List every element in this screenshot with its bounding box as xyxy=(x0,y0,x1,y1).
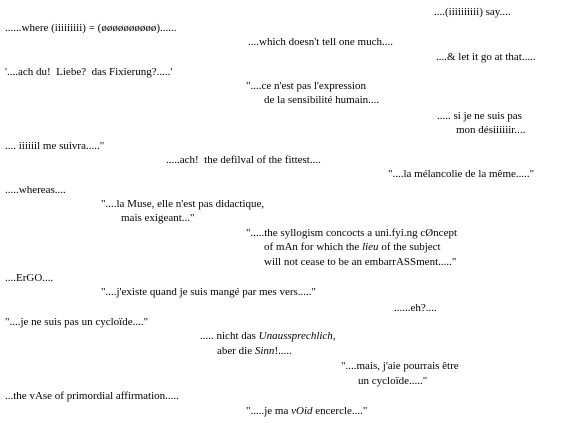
poem-line: mon désiiiiiir.... xyxy=(456,124,526,136)
poem-line: .....whereas.... xyxy=(5,184,66,196)
poem-line: ..... si je ne suis pas xyxy=(437,110,522,122)
poem-line: ....which doesn't tell one much.... xyxy=(248,36,393,48)
poem-line: ".....je ma vOid encercle...." xyxy=(246,405,368,417)
poem-line: "....mais, j'aie pourrais être xyxy=(341,360,459,372)
poem-line: "....j'existe quand je suis mangé par mes vers....." xyxy=(101,286,317,298)
poem-emphasis: Unaussprechlich xyxy=(258,330,333,342)
poem-line: ...the vAse of primordial affirmation..... xyxy=(5,390,179,402)
poem-line: .... iiiiiil me suivra....." xyxy=(5,140,105,152)
poem-line: "....la mélancolie de la même....." xyxy=(388,168,535,180)
poem-line: "....je ne suis pas un cycloïde...." xyxy=(5,316,149,328)
poem-emphasis: vOid xyxy=(291,405,313,417)
poem-line: ....& let it go at that..... xyxy=(436,51,536,63)
poem-line: ......where (iiiiiiiii) = (øøøøøøøøøø)...... xyxy=(5,22,177,34)
poem-line: "....la Muse, elle n'est pas didactique, xyxy=(101,198,265,210)
poem-line: ......eh?.... xyxy=(394,302,437,314)
poem-line: will not cease to be an embarrASSment....." xyxy=(264,256,457,268)
poem-line: ....(iiiiiiiiii) say.... xyxy=(434,6,511,18)
poem-line: aber die Sinn!..... xyxy=(217,345,292,357)
poem-line: un cycloïde....." xyxy=(358,375,428,387)
poem-line: mais exigeant..." xyxy=(121,212,195,224)
poem-emphasis: Sinn xyxy=(254,345,275,357)
poem-emphasis: lieu xyxy=(362,241,379,253)
poem-line: "....ce n'est pas l'expression xyxy=(246,80,366,92)
poem-line: '....ach du! Liebe? das Fixierung?.....' xyxy=(5,66,173,78)
poem-line: ....ErGO.... xyxy=(5,272,54,284)
poem-line: de la sensibilité humain.... xyxy=(264,94,380,106)
poem-line: .....ach! the defilval of the fittest.... xyxy=(166,154,321,166)
poem-line: ..... nicht das Unaussprechlich, xyxy=(200,330,336,342)
poem-line: of mAn for which the lieu of the subject xyxy=(264,241,441,253)
poem-line: ".....the syllogism concocts a uni.fyi.ng cØncept xyxy=(246,227,458,239)
